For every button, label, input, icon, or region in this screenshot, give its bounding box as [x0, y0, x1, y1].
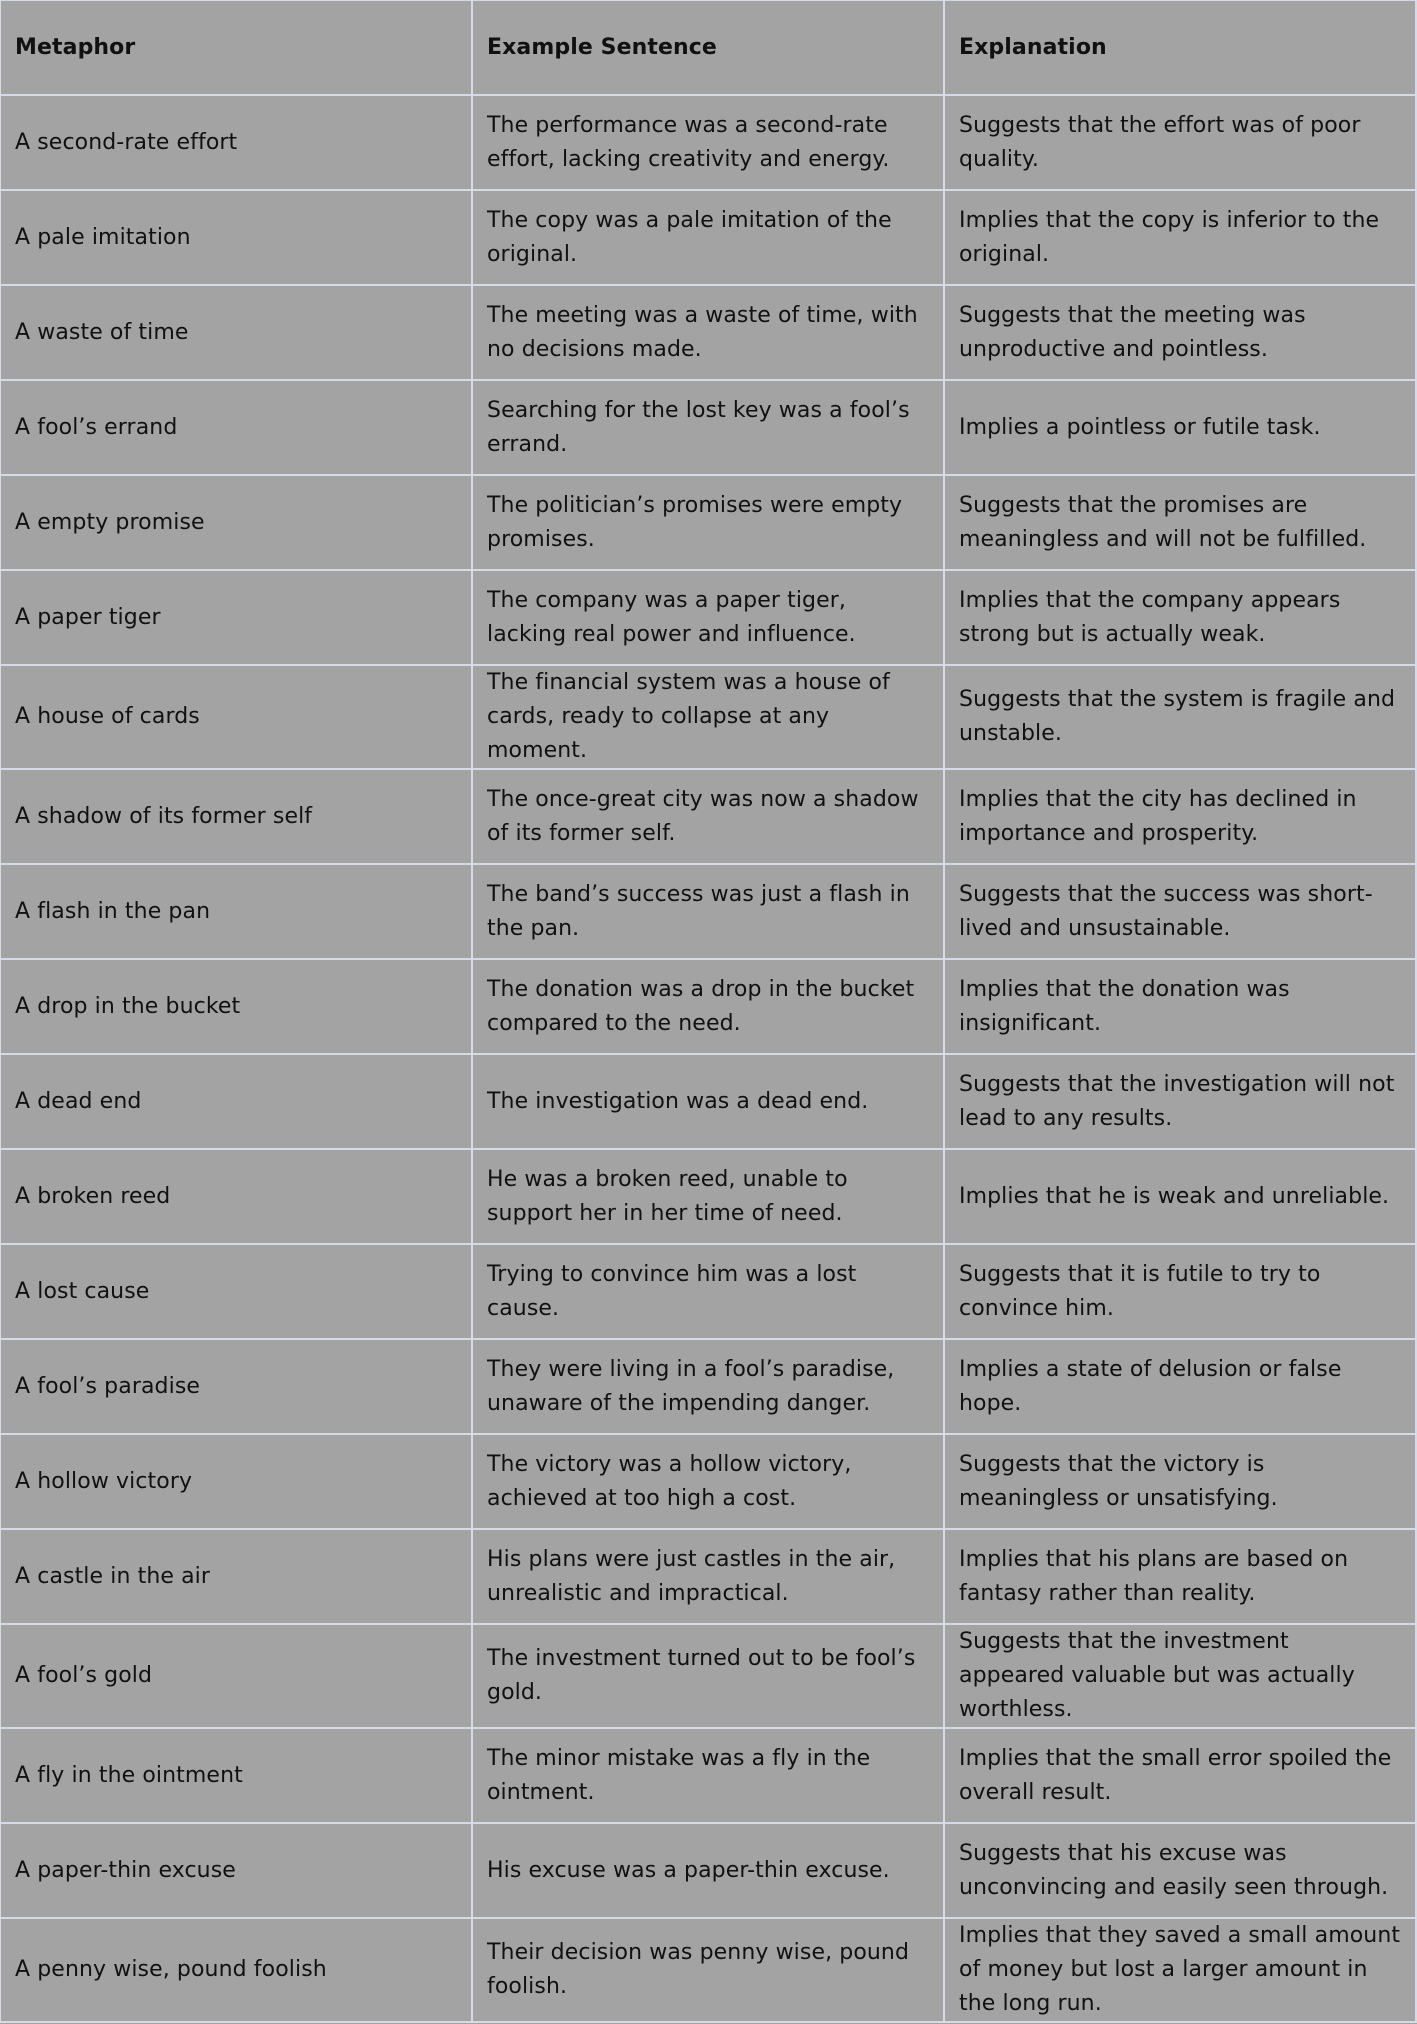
example-sentence-cell: The meeting was a waste of time, with no decisions made. — [472, 285, 944, 380]
metaphor-cell: A house of cards — [0, 665, 472, 769]
metaphor-cell: A paper tiger — [0, 570, 472, 665]
example-sentence-cell: The copy was a pale imitation of the original. — [472, 190, 944, 285]
explanation-cell: Suggests that the investigation will not lead to any results. — [944, 1054, 1416, 1149]
explanation-cell: Suggests that the system is fragile and unstable. — [944, 665, 1416, 769]
metaphor-cell: A shadow of its former self — [0, 769, 472, 864]
example-sentence-cell: Searching for the lost key was a fool’s errand. — [472, 380, 944, 475]
example-sentence-cell: Their decision was penny wise, pound foolish. — [472, 1918, 944, 2022]
explanation-cell: Implies that his plans are based on fantasy rather than reality. — [944, 1529, 1416, 1624]
metaphor-cell: A fool’s paradise — [0, 1339, 472, 1434]
table-body — [0, 95, 1416, 2022]
metaphor-cell: A fly in the ointment — [0, 1728, 472, 1823]
table-row — [0, 475, 1416, 570]
metaphor-cell: A drop in the bucket — [0, 959, 472, 1054]
explanation-cell: Suggests that the investment appeared valuable but was actually worthless. — [944, 1624, 1416, 1728]
explanation-cell: Implies that the small error spoiled the overall result. — [944, 1728, 1416, 1823]
explanation-cell: Suggests that his excuse was unconvincing and easily seen through. — [944, 1823, 1416, 1918]
example-sentence-cell: The donation was a drop in the bucket compared to the need. — [472, 959, 944, 1054]
column-header-explanation: Explanation — [944, 0, 1416, 95]
example-sentence-cell: The minor mistake was a fly in the ointment. — [472, 1728, 944, 1823]
metaphor-cell: A penny wise, pound foolish — [0, 1918, 472, 2022]
explanation-cell: Implies that they saved a small amount of money but lost a larger amount in the long run. — [944, 1918, 1416, 2022]
metaphor-cell: A paper-thin excuse — [0, 1823, 472, 1918]
table-row — [0, 769, 1416, 864]
example-sentence-cell: The victory was a hollow victory, achieved at too high a cost. — [472, 1434, 944, 1529]
metaphor-cell: A lost cause — [0, 1244, 472, 1339]
example-sentence-cell: The investigation was a dead end. — [472, 1054, 944, 1149]
table-row — [0, 1149, 1416, 1244]
column-header-metaphor: Metaphor — [0, 0, 472, 95]
example-sentence-cell: The politician’s promises were empty promises. — [472, 475, 944, 570]
table-row — [0, 665, 1416, 769]
metaphor-cell: A pale imitation — [0, 190, 472, 285]
table-row — [0, 95, 1416, 190]
example-sentence-cell: His excuse was a paper-thin excuse. — [472, 1823, 944, 1918]
table-row — [0, 1823, 1416, 1918]
example-sentence-cell: The investment turned out to be fool’s gold. — [472, 1624, 944, 1728]
explanation-cell: Suggests that the promises are meaningless and will not be fulfilled. — [944, 475, 1416, 570]
explanation-cell: Implies a state of delusion or false hope. — [944, 1339, 1416, 1434]
metaphor-cell: A castle in the air — [0, 1529, 472, 1624]
table-row — [0, 190, 1416, 285]
metaphor-cell: A broken reed — [0, 1149, 472, 1244]
explanation-cell: Implies that the donation was insignificant. — [944, 959, 1416, 1054]
metaphor-cell: A waste of time — [0, 285, 472, 380]
table-row — [0, 864, 1416, 959]
explanation-cell: Implies that the copy is inferior to the original. — [944, 190, 1416, 285]
example-sentence-cell: The financial system was a house of cards, ready to collapse at any moment. — [472, 665, 944, 769]
example-sentence-cell: He was a broken reed, unable to support her in her time of need. — [472, 1149, 944, 1244]
metaphor-cell: A empty promise — [0, 475, 472, 570]
table-row — [0, 1728, 1416, 1823]
table-row — [0, 570, 1416, 665]
explanation-cell: Suggests that the victory is meaningless or unsatisfying. — [944, 1434, 1416, 1529]
example-sentence-cell: The band’s success was just a flash in the pan. — [472, 864, 944, 959]
table-row — [0, 1434, 1416, 1529]
table-row — [0, 1339, 1416, 1434]
table-header — [0, 0, 1416, 95]
column-header-example-sentence: Example Sentence — [472, 0, 944, 95]
metaphor-cell: A hollow victory — [0, 1434, 472, 1529]
explanation-cell: Implies a pointless or futile task. — [944, 380, 1416, 475]
table-row — [0, 380, 1416, 475]
table-row — [0, 959, 1416, 1054]
example-sentence-cell: The once-great city was now a shadow of its former self. — [472, 769, 944, 864]
explanation-cell: Implies that the city has declined in importance and prosperity. — [944, 769, 1416, 864]
metaphor-cell: A fool’s errand — [0, 380, 472, 475]
header-row — [0, 0, 1416, 95]
explanation-cell: Suggests that the meeting was unproductive and pointless. — [944, 285, 1416, 380]
example-sentence-cell: The performance was a second-rate effort, lacking creativity and energy. — [472, 95, 944, 190]
metaphor-cell: A dead end — [0, 1054, 472, 1149]
table-row — [0, 1244, 1416, 1339]
metaphor-cell: A flash in the pan — [0, 864, 472, 959]
table-row — [0, 1624, 1416, 1728]
explanation-cell: Suggests that it is futile to try to convince him. — [944, 1244, 1416, 1339]
explanation-cell: Implies that the company appears strong but is actually weak. — [944, 570, 1416, 665]
example-sentence-cell: Trying to convince him was a lost cause. — [472, 1244, 944, 1339]
explanation-cell: Implies that he is weak and unreliable. — [944, 1149, 1416, 1244]
explanation-cell: Suggests that the success was short-lived and unsustainable. — [944, 864, 1416, 959]
explanation-cell: Suggests that the effort was of poor quality. — [944, 95, 1416, 190]
metaphor-cell: A fool’s gold — [0, 1624, 472, 1728]
example-sentence-cell: His plans were just castles in the air, unrealistic and impractical. — [472, 1529, 944, 1624]
table-row — [0, 1054, 1416, 1149]
table-row — [0, 285, 1416, 380]
metaphor-cell: A second-rate effort — [0, 95, 472, 190]
table-row — [0, 1918, 1416, 2022]
example-sentence-cell: The company was a paper tiger, lacking real power and influence. — [472, 570, 944, 665]
example-sentence-cell: They were living in a fool’s paradise, unaware of the impending danger. — [472, 1339, 944, 1434]
table-row — [0, 1529, 1416, 1624]
